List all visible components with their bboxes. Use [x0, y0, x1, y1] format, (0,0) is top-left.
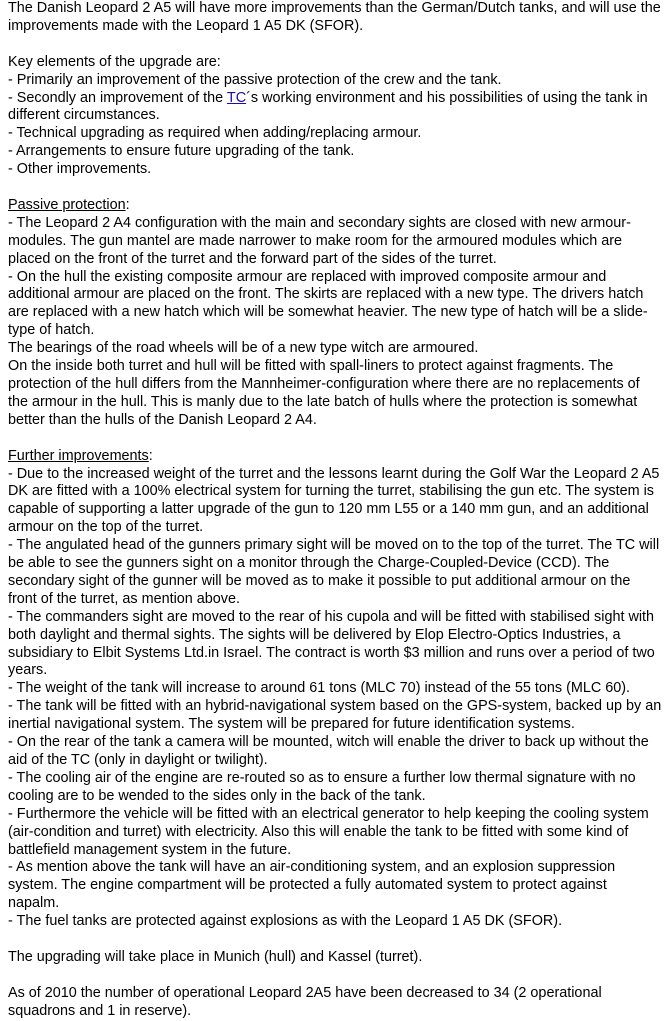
key-element-item: - Technical upgrading as required when adding/replacing armour.: [8, 125, 422, 142]
further-line: - The weight of the tank will increase to around 61 tons (MLC 70) instead of the 55 tons (MLC 60).: [8, 680, 631, 697]
tc-link[interactable]: TC: [226, 89, 247, 106]
further-improvements-section: [8, 448, 662, 931]
further-line: - Furthermore the vehicle will be fitted with an electrical generator to help keeping the cooling system (air-condition and turret) with electricity. Also this will enable the tank to be fitted with some kind of battlefield management system in the future.: [8, 805, 649, 858]
further-line: - The angulated head of the gunners primary sight will be moved on to the top of the turret. The TC will be able to see the gunners sight on a monitor through the Charge-Coupled-Device (CCD). The secondary sight of the gunner will be moved as to make it possible to put additional armour on the front of the turret, as mention above.: [8, 537, 660, 607]
passive-line: - On the hull the existing composite armour are replaced with improved composite armour and additional armour are placed on the front. The skirts are replaced with a new type. The drivers hatch are replaced with a new hatch which will be somewhat heavier. The new type of hatch will be a slide-type of hatch.: [8, 268, 648, 339]
further-line: - The cooling air of the engine are re-routed so as to ensure a further low thermal signature with no cooling are to be wended to the sides only in the back of the tank.: [8, 769, 636, 804]
further-line: - Due to the increased weight of the turret and the lessons learnt during the Golf War the Leopard 2 A5 DK are fitted with a 100% electrical system for turning the turret, stabilising the gun etc. The system is capable of supporting a latter upgrade of the gun to 120 mm L55 or a 140 mm gun, and an additional armour on the top of the turret.: [8, 465, 660, 536]
heading-colon: :: [125, 196, 130, 213]
key-element-item: - Other improvements.: [8, 161, 152, 178]
further-line: - On the rear of the tank a camera will be mounted, witch will enable the driver to back up without the aid of the TC (only in daylight or twilight).: [8, 734, 649, 769]
further-line: - The commanders sight are moved to the rear of his cupola and will be fitted with stabilised sight with both daylight and thermal sights. The sights will be delivered by Elop Electro-Optics Industries, a subsidiary to Elbit Systems Ltd.in Israel. The contract is worth $3 million and runs over a period of two years.: [8, 608, 655, 679]
key-elements-section: [8, 54, 662, 179]
key-element-item-text: - Secondly an improvement of the: [8, 89, 227, 106]
passive-protection-section: [8, 197, 662, 430]
upgrading-location-paragraph: The upgrading will take place in Munich (hull) and Kassel (turret).: [8, 948, 423, 965]
further-improvements-heading-line: [8, 448, 662, 466]
further-line: - As mention above the tank will have an air-conditioning system, and an explosion suppression system. The engine compartment will be protected a fully automated system to protect against napalm.: [8, 859, 616, 912]
key-element-item: - Primarily an improvement of the passive protection of the crew and the tank.: [8, 71, 502, 88]
further-line: - The fuel tanks are protected against explosions as with the Leopard 1 A5 DK (SFOR).: [8, 913, 563, 930]
status-2010-paragraph: As of 2010 the number of operational Leopard 2A5 have been decreased to 34 (2 operational squadrons and 1 in reserve).: [8, 984, 602, 1019]
passive-protection-heading: Passive protection: [8, 196, 126, 213]
key-element-item-text: ´s working environment and his possibilities of using the tank in different circumstances.: [8, 89, 648, 124]
intro-paragraph: The Danish Leopard 2 A5 will have more improvements than the German/Dutch tanks, and will use the improvements made with the Leopard 1 A5 DK (SFOR).: [8, 0, 661, 34]
passive-line: On the inside both turret and hull will be fitted with spall-liners to protect against fragments. The protection of the hull differs from the Mannheimer-configuration where there are no replacements of the armour in the hull. This is manly due to the late batch of hulls where the protection is somewhat better than the hulls of the Danish Leopard 2 A4.: [8, 358, 640, 428]
key-element-item: - Arrangements to ensure future upgrading of the tank.: [8, 143, 355, 160]
further-line: - The tank will be fitted with an hybrid-navigational system based on the GPS-system, backed up by an inertial navigational system. The system will be prepared for future identification systems.: [8, 698, 662, 733]
passive-line: - The Leopard 2 A4 configuration with the main and secondary sights are closed with new armour-modules. The gun mantel are made narrower to make room for the armoured modules which are placed on the front of the turret and the forward part of the sides of the turret.: [8, 214, 631, 267]
passive-protection-heading-line: [8, 197, 662, 215]
passive-line: The bearings of the road wheels will be of a new type witch are armoured.: [8, 340, 479, 357]
key-element-item: [8, 90, 662, 126]
key-elements-heading: Key elements of the upgrade are:: [8, 53, 221, 70]
further-improvements-heading: Further improvements: [8, 447, 149, 464]
heading-colon: :: [148, 447, 153, 464]
